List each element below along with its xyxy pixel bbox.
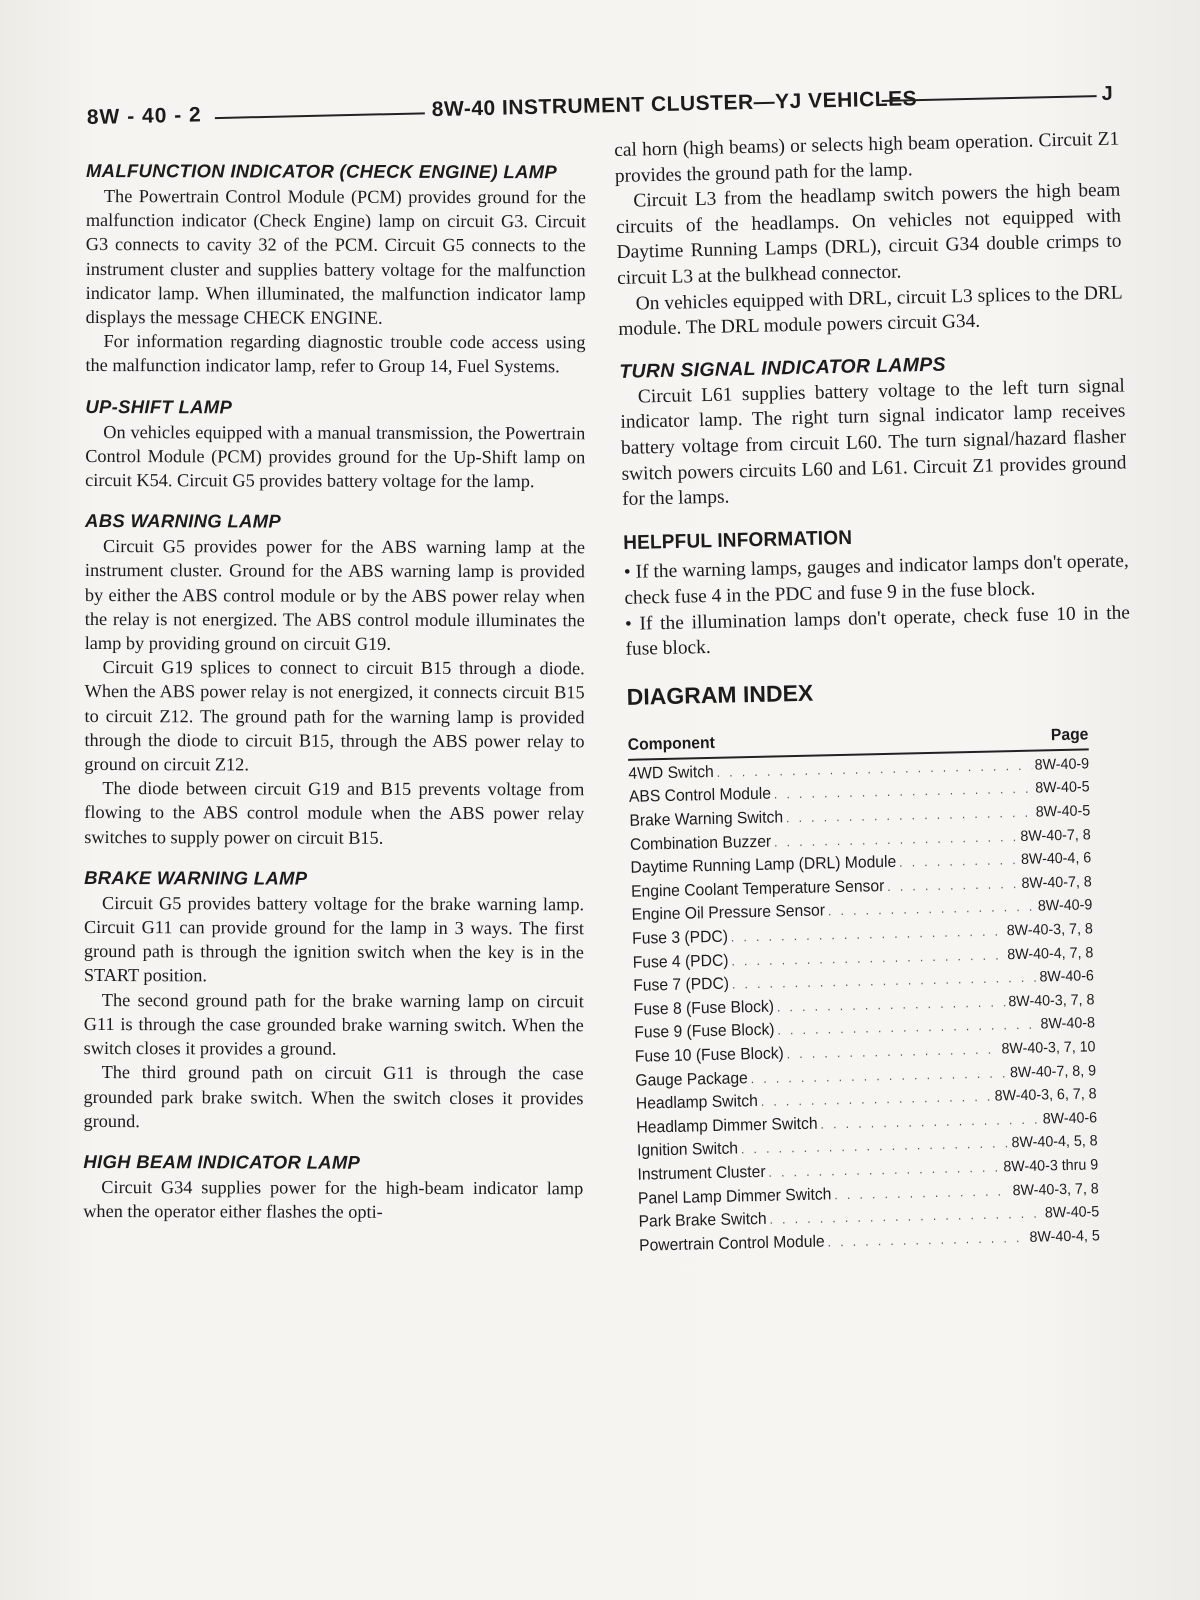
index-component: Daytime Running Lamp (DRL) Module	[630, 853, 897, 878]
paragraph: The third ground path on circuit G11 is through the case grounded park brake switch. When the switch closes it provides ground.	[83, 1062, 584, 1131]
index-component: Fuse 7 (PDC)	[633, 974, 730, 995]
index-component: Park Brake Switch	[638, 1209, 767, 1231]
right-column	[614, 127, 1144, 1259]
index-page: 8W-40-3, 6, 7, 8	[994, 1085, 1097, 1105]
paragraph: Circuit G19 splices to connect to circuit B15 through a diode. When the ABS power relay is not energized, it connects circuit B15 to circuit Z12. The ground path for the warning lamp is provided through the diode to circuit B15, through the ABS power relay to ground on circuit Z12.	[84, 657, 585, 775]
index-page: 8W-40-8	[1040, 1014, 1096, 1033]
paragraph: Circuit G34 supplies power for the high-beam indicator lamp when the operator either flashes the opti-	[83, 1176, 584, 1222]
index-component: Headlamp Switch	[635, 1092, 759, 1113]
paragraph: On vehicles equipped with DRL, circuit L3 splices to the DRL module. The DRL module powers circuit G34.	[618, 282, 1123, 341]
heading-brake-warning-lamp: BRAKE WARNING LAMP	[84, 866, 308, 889]
page-header	[86, 57, 1117, 130]
paragraph: For information regarding diagnostic trouble code access using the malfunction indicator lamp, refer to Group 14, Fuel Systems.	[85, 331, 586, 377]
dot-leader	[827, 1226, 1027, 1254]
index-page: 8W-40-6	[1039, 967, 1095, 986]
dot-leader	[828, 895, 1036, 923]
index-component: Engine Coolant Temperature Sensor	[630, 876, 885, 901]
paragraph: Circuit L61 supplies battery voltage to the left turn signal indicator lamp. The right turn signal indicator lamp receives battery voltage from circuit L60. The turn signal/hazard flasher switch powers circuits L60 and L61. Circuit Z1 provides ground for the lamps.	[620, 375, 1127, 511]
index-component: Brake Warning Switch	[629, 808, 784, 830]
heading-helpful-information: HELPFUL INFORMATION	[622, 526, 853, 555]
diagram-index-table	[628, 724, 1101, 1258]
dot-leader	[887, 872, 1019, 899]
heading-high-beam-indicator: HIGH BEAM INDICATOR LAMP	[83, 1150, 361, 1173]
index-page: 8W-40-4, 6	[1020, 849, 1092, 869]
index-component: Engine Oil Pressure Sensor	[631, 901, 826, 925]
heading-turn-signal-lamps: TURN SIGNAL INDICATOR LAMPS	[619, 353, 947, 383]
index-component: Fuse 8 (Fuse Block)	[633, 997, 775, 1019]
left-column	[83, 160, 586, 1225]
index-page: 8W-40-6	[1042, 1109, 1098, 1128]
index-component: Instrument Cluster	[637, 1162, 766, 1184]
index-component: Fuse 9 (Fuse Block)	[634, 1020, 775, 1043]
index-page: 8W-40-4, 7, 8	[1007, 943, 1094, 963]
index-page: 8W-40-3 thru 9	[1003, 1156, 1099, 1176]
index-component: Gauge Package	[635, 1068, 748, 1090]
section-title: 8W-40 INSTRUMENT CLUSTER—YJ VEHICLES	[431, 87, 918, 122]
bullet-item: • If the warning lamps, gauges and indicator lamps don't operate, check fuse 4 in the PDC and fuse 9 in the fuse block.	[623, 550, 1129, 609]
index-page: 8W-40-4, 5, 8	[1011, 1132, 1098, 1152]
paragraph: Circuit G5 provides power for the ABS warning lamp at the instrument cluster. Ground for the ABS warning lamp is provided by either the ABS control module or by the ABS power relay when the relay is not energized. The ABS control module illuminates the lamp by providing ground on circuit G19.	[84, 536, 586, 654]
index-page: 8W-40-5	[1035, 778, 1090, 798]
index-page: 8W-40-5	[1044, 1203, 1100, 1222]
column-header-page: Page	[1050, 725, 1089, 745]
paragraph: Circuit L3 from the headlamp switch powers the high beam circuits of the headlamps. On vehicles not equipped with Daytime Running Lamps (DRL), circuit G34 double crimps to circuit L3 at the bulkhead connector.	[615, 179, 1122, 289]
paragraph: On vehicles equipped with a manual transmission, the Powertrain Control Module (PCM) provides ground for the Up-Shift lamp on circuit K54. Circuit G5 provides battery voltage for the lamp.	[85, 421, 586, 492]
bullet-item: • If the illumination lamps don't operate, check fuse 10 in the fuse block.	[624, 601, 1131, 660]
index-page: 8W-40-3, 7, 8	[1006, 920, 1094, 940]
index-component: Headlamp Dimmer Switch	[636, 1114, 818, 1137]
index-component: Combination Buzzer	[629, 832, 772, 854]
index-page: 8W-40-9	[1037, 896, 1093, 916]
dot-leader	[899, 848, 1019, 874]
index-component: Fuse 3 (PDC)	[631, 927, 729, 948]
heading-malfunction-indicator: MALFUNCTION INDICATOR (CHECK ENGINE) LAMP	[85, 160, 558, 183]
vehicle-code: J	[1101, 82, 1113, 105]
paragraph-continued: cal horn (high beams) or selects high beam operation. Circuit Z1 provides the ground path for the lamp.	[614, 128, 1120, 187]
page-number: 8W - 40 - 2	[86, 103, 202, 129]
heading-diagram-index: DIAGRAM INDEX	[626, 679, 814, 710]
index-page: 8W-40-4, 5	[1029, 1227, 1100, 1246]
index-page: 8W-40-7, 8, 9	[1009, 1061, 1097, 1081]
paragraph: The diode between circuit G19 and B15 prevents voltage from flowing to the ABS control module when the ABS power relay switches to supply power on circuit B15.	[84, 778, 585, 848]
index-rows	[628, 752, 1100, 1258]
index-component: 4WD Switch	[628, 762, 714, 783]
index-component: Powertrain Control Module	[638, 1232, 825, 1255]
paragraph: Circuit G5 provides battery voltage for the brake warning lamp. Circuit G11 can provide ground for the lamp in 3 ways. The first ground path is through the ignition switch when the key is in the START position.	[83, 892, 585, 986]
heading-upshift-lamp: UP-SHIFT LAMP	[85, 395, 233, 418]
index-component: Panel Lamp Dimmer Switch	[637, 1184, 832, 1208]
index-page: 8W-40-7, 8	[1020, 826, 1091, 845]
paragraph: The second ground path for the brake warning lamp on circuit G11 is through the case grounded brake warning switch. When the switch closes it provides a ground.	[83, 989, 584, 1059]
column-header-component: Component	[627, 734, 716, 755]
index-page: 8W-40-3, 7, 8	[1008, 991, 1095, 1011]
index-component: Fuse 10 (Fuse Block)	[634, 1044, 784, 1066]
index-page: 8W-40-3, 7, 8	[1012, 1179, 1099, 1199]
index-page: 8W-40-5	[1035, 802, 1091, 821]
index-component: ABS Control Module	[628, 785, 772, 807]
header-rule-left	[215, 112, 425, 119]
index-component: Ignition Switch	[636, 1139, 739, 1161]
index-page: 8W-40-7, 8	[1021, 873, 1092, 892]
index-page: 8W-40-9	[1034, 755, 1090, 774]
index-page: 8W-40-3, 7, 10	[1001, 1038, 1096, 1058]
paragraph: The Powertrain Control Module (PCM) provides ground for the malfunction indicator (Check Engine) lamp on circuit G3. Circuit G3 connects to cavity 32 of the PCM. Circuit G5 connects to the instrument cluster and supplies battery voltage for the malfunction indicator lamp. When illuminated, the malfunction indicator lamp displays the message CHECK ENGINE.	[85, 186, 586, 328]
heading-abs-warning-lamp: ABS WARNING LAMP	[85, 510, 282, 532]
index-component: Fuse 4 (PDC)	[632, 951, 729, 972]
